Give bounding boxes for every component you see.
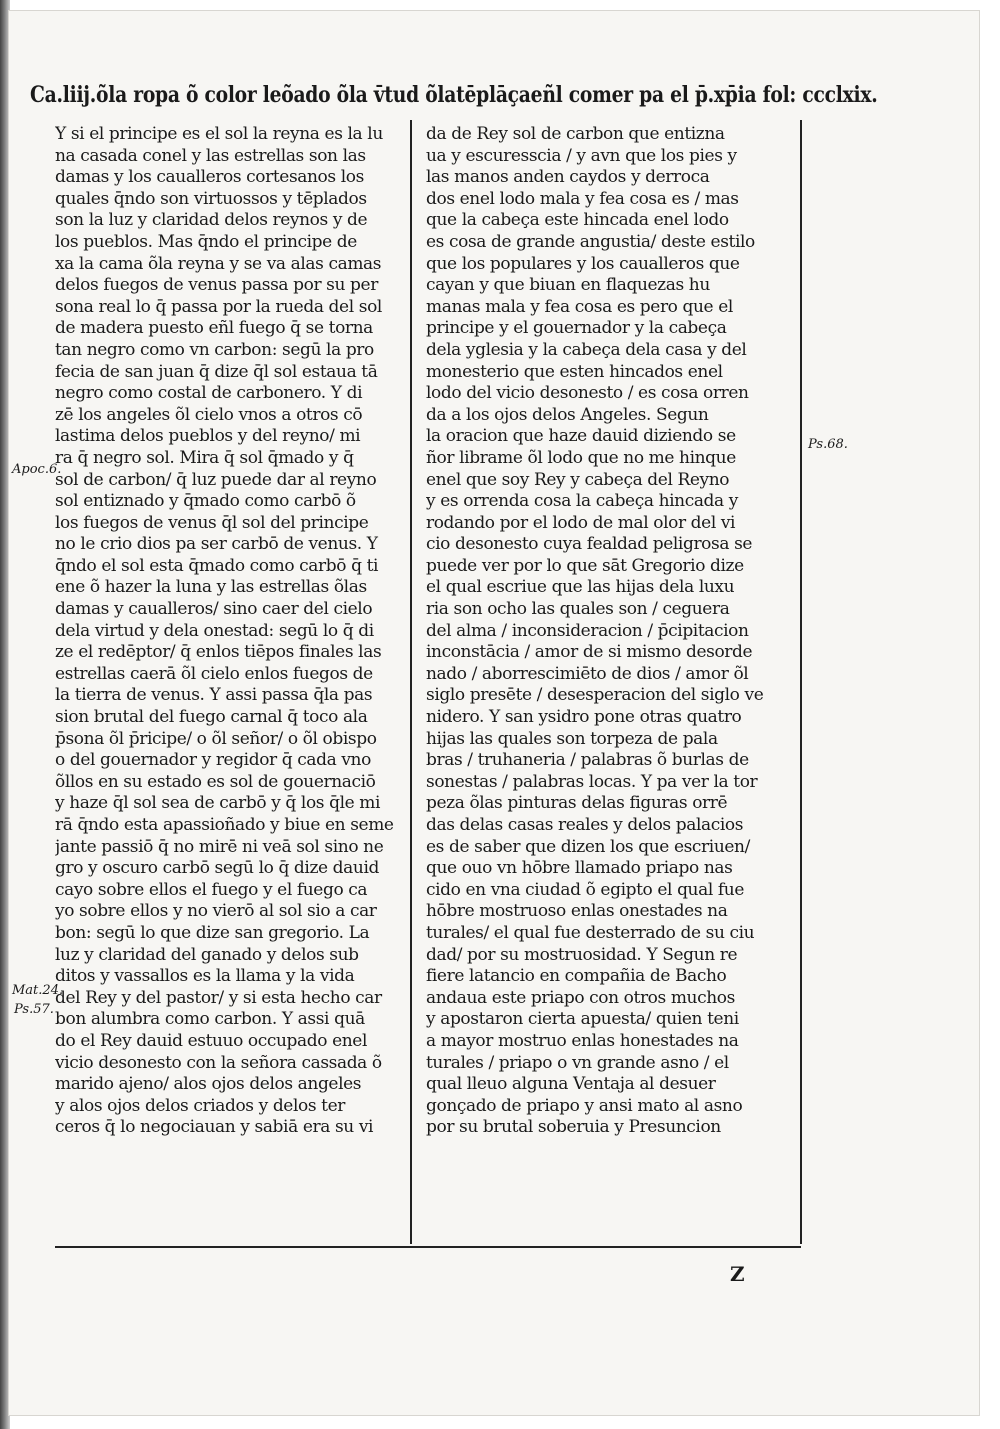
text-line: fecia de san juan q̄ dize q̄l sol estaua tā [55, 361, 378, 382]
text-line: que ouo vn hōbre llamado priapo nas [426, 858, 733, 879]
text-line: das delas casas reales y delos palacios [426, 815, 744, 835]
text-line: enel que soy Rey y cabeça del Reyno [426, 469, 730, 490]
text-line: jante passiō q̄ no mirē ni veā sol sino ne [55, 836, 384, 857]
running-header: Ca.liij.õla ropa õ color leõado õla v̄tud õlatēplāçaeñl comer pa el p̄.xp̄ia fol: ccclxix. [30, 82, 878, 108]
margin-note-ps68: Ps.68. [808, 437, 848, 452]
text-line: tan negro como vn carbon: segū la pro [55, 339, 374, 360]
text-line: ria son ocho las quales son / ceguera [426, 599, 730, 620]
text-line: el qual escriue que las hijas dela luxu [426, 577, 735, 598]
text-line: turales / priapo o vn grande asno / el [426, 1052, 729, 1073]
text-line: sion brutal del fuego carnal q̄ toco ala [55, 707, 368, 728]
text-line: cayan y que biuan en flaquezas hu [426, 275, 710, 296]
bottom-rule [55, 1246, 801, 1248]
text-line: estrellas caerā õl cielo enlos fuegos de [55, 663, 373, 684]
text-line: p̄sona õl p̄ricipe/ o õl señor/ o õl obispo [55, 728, 377, 749]
column-rule-left [410, 120, 412, 1244]
text-line: los pueblos. Mas q̄ndo el principe de [55, 231, 357, 252]
text-line: yo sobre ellos y no vierō al sol sio a car [55, 901, 377, 922]
text-line: rā q̄ndo esta apassioñado y biue en seme [55, 815, 394, 835]
text-line: que la cabeça este hincada enel lodo [426, 210, 729, 231]
text-line: dad/ por su mostruosidad. Y Segun re [426, 944, 738, 965]
text-line: delos fuegos de venus passa por su per [55, 275, 378, 296]
text-line: bon: segū lo que dize san gregorio. La [55, 922, 370, 943]
text-line: ua y escuresscia / y avn que los pies y [426, 145, 737, 166]
text-line: negro como costal de carbonero. Y di [55, 383, 363, 404]
text-line: fiere latancio en compañia de Bacho [426, 966, 727, 987]
text-line: son la luz y claridad delos reynos y de [55, 210, 368, 231]
margin-note-mat: Mat.24. [12, 983, 64, 998]
text-line: zē los angeles õl cielo vnos a otros cō [55, 404, 363, 425]
text-line: õllos en su estado es sol de gouernaciō [55, 771, 376, 792]
text-line: y apostaron cierta apuesta/ quien teni [426, 1009, 739, 1030]
text-line: sona real lo q̄ passa por la rueda del sol [55, 296, 382, 317]
column-rule-right [800, 120, 802, 1244]
text-line: por su brutal soberuia y Presuncion [426, 1117, 721, 1138]
text-line: dela yglesia y la cabeça dela casa y del [426, 339, 747, 360]
text-line: ceros q̄ lo negociauan y sabiā era su vi [55, 1117, 374, 1138]
text-line: vicio desonesto con la señora cassada õ [55, 1052, 382, 1073]
text-line: bon alumbra como carbon. Y assi quā [55, 1009, 365, 1030]
text-line: ene õ hazer la luna y las estrellas õlas [55, 577, 367, 598]
text-line: ditos y vassallos es la llama y la vida [55, 966, 355, 987]
text-line: y haze q̄l sol sea de carbō y q̄ los q̄le mi [55, 793, 381, 814]
text-line: es de saber que dizen los que escriuen/ [426, 836, 750, 857]
text-line: na casada conel y las estrellas son las [55, 145, 366, 166]
text-line: del alma / inconsideracion / p̄cipitacion [426, 620, 749, 641]
text-line: damas y caualleros/ sino caer del cielo [55, 599, 373, 620]
text-line: lastima delos pueblos y del reyno/ mi [55, 426, 361, 447]
margin-note-apoc: Apoc.6. [12, 462, 62, 477]
text-line: sonestas / palabras locas. Y pa ver la tor [426, 771, 758, 792]
text-line: nado / aborrescimiēto de dios / amor õl [426, 663, 749, 684]
text-line: ze el redēptor/ q̄ enlos tiēpos finales las [55, 642, 382, 663]
text-line: es cosa de grande angustia/ deste estilo [426, 231, 755, 252]
text-line: que los populares y los caualleros que [426, 253, 740, 274]
text-line: rodando por el lodo de mal olor del vi [426, 512, 736, 533]
text-line: damas y los caualleros cortesanos los [55, 167, 364, 188]
text-line: peza õlas pinturas delas figuras orrē [426, 793, 728, 814]
text-line: lodo del vicio desonesto / es cosa orren [426, 383, 749, 404]
text-line: da a los ojos delos Angeles. Segun [426, 404, 709, 425]
text-line: manas mala y fea cosa es pero que el [426, 296, 733, 317]
text-line: y es orrenda cosa la cabeça hincada y [426, 491, 738, 512]
text-line: qual lleuo alguna Ventaja al desuer [426, 1074, 716, 1095]
text-line: bras / truhaneria / palabras õ burlas de [426, 750, 749, 771]
text-line: gonçado de priapo y ansi mato al asno [426, 1095, 743, 1116]
text-line: a mayor mostruo enlas honestades na [426, 1030, 739, 1051]
right-text-column [426, 124, 799, 1244]
signature-mark: Z [730, 1262, 745, 1286]
text-line: da de Rey sol de carbon que entizna [426, 124, 725, 144]
margin-note-ps57: Ps.57. [14, 1002, 54, 1017]
text-line: gro y oscuro carbō segū lo q̄ dize dauid [55, 858, 379, 879]
text-line: puede ver por lo que sāt Gregorio dize [426, 555, 744, 576]
text-line: do el Rey dauid estuuo occupado enel [55, 1030, 368, 1051]
text-line: no le crio dios pa ser carbō de venus. Y [55, 534, 378, 555]
text-line: dos enel lodo mala y fea cosa es / mas [426, 188, 739, 209]
text-line: Y si el principe es el sol la reyna es la lu [55, 124, 383, 144]
text-line: andaua este priapo con otros muchos [426, 987, 735, 1008]
text-line: dela virtud y dela onestad: segū lo q̄ di [55, 620, 374, 641]
text-line: turales/ el qual fue desterrado de su ciu [426, 922, 755, 943]
text-line: luz y claridad del ganado y delos sub [55, 944, 359, 965]
text-line: cayo sobre ellos el fuego y el fuego ca [55, 879, 368, 900]
text-line: las manos anden caydos y derroca [426, 167, 710, 188]
text-line: la oracion que haze dauid diziendo se [426, 426, 736, 447]
text-line: ra q̄ negro sol. Mira q̄ sol q̄mado y q̄ [55, 447, 354, 468]
text-line: inconstācia / amor de si mismo desorde [426, 642, 753, 663]
text-line: la tierra de venus. Y assi passa q̄la pas [55, 685, 373, 706]
text-line: q̄ndo el sol esta q̄mado como carbō q̄ ti [55, 555, 379, 576]
text-line: o del gouernador y regidor q̄ cada vno [55, 750, 371, 771]
text-line: ñor librame õl lodo que no me hinque [426, 447, 736, 468]
text-line: de madera puesto eñl fuego q̄ se torna [55, 318, 373, 339]
text-line: siglo presēte / desesperacion del siglo ve [426, 685, 764, 706]
text-line: cio desonesto cuya fealdad peligrosa se [426, 534, 753, 555]
text-line: quales q̄ndo son virtuossos y tēplados [55, 188, 367, 209]
text-line: sol entiznado y q̄mado como carbō õ [55, 491, 356, 512]
text-line: nidero. Y san ysidro pone otras quatro [426, 707, 742, 728]
text-line: hōbre mostruoso enlas onestades na [426, 901, 728, 922]
text-line: principe y el gouernador y la cabeça [426, 318, 727, 339]
text-line: sol de carbon/ q̄ luz puede dar al reyno [55, 469, 377, 490]
text-line: cido en vna ciudad õ egipto el qual fue [426, 879, 744, 900]
text-line: los fuegos de venus q̄l sol del principe [55, 512, 369, 533]
text-line: y alos ojos delos criados y delos ter [55, 1095, 345, 1116]
text-line: marido ajeno/ alos ojos delos angeles [55, 1074, 362, 1095]
text-line: monesterio que esten hincados enel [426, 361, 723, 382]
left-text-column [55, 124, 407, 1244]
text-line: xa la cama õla reyna y se va alas camas [55, 253, 382, 274]
text-line: del Rey y del pastor/ y si esta hecho car [55, 987, 382, 1008]
text-line: hijas las quales son torpeza de pala [426, 728, 718, 749]
